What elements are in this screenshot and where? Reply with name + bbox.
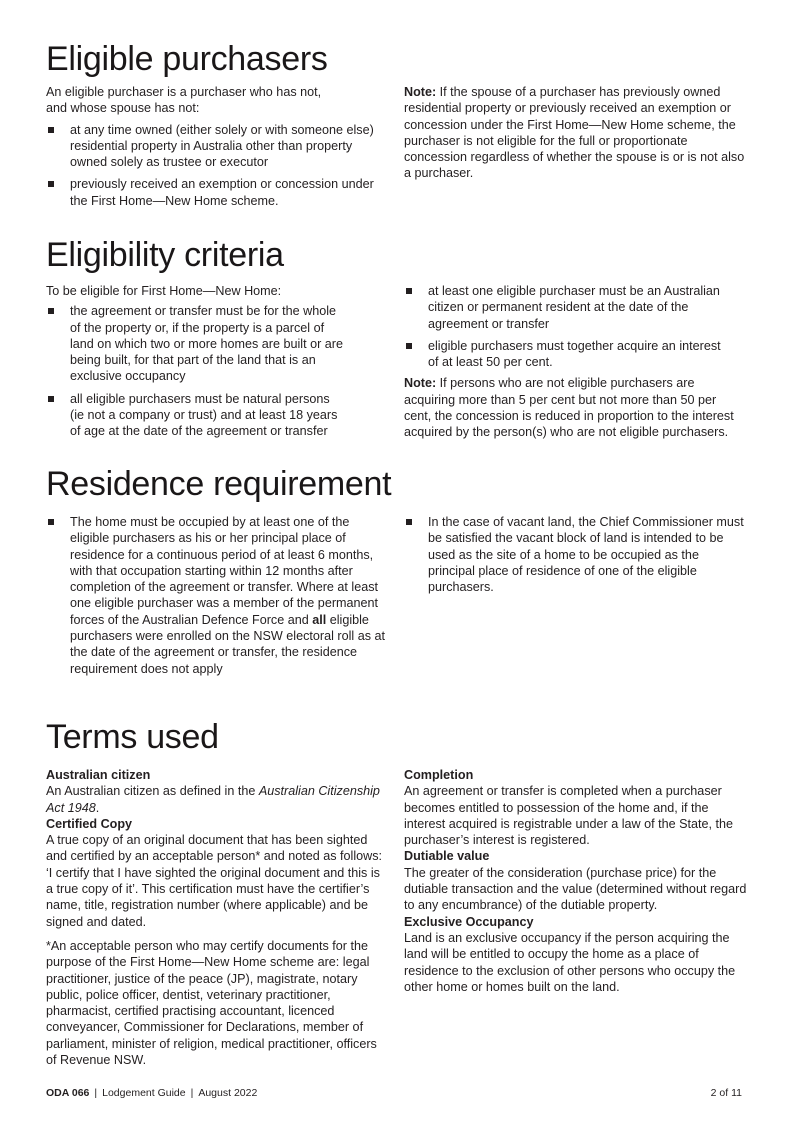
list-item: all eligible purchasers must be natural persons (ie not a company or trust) and at least 18 years of age at the date of the agreement or transfer xyxy=(46,391,346,440)
list-item: eligible purchasers must together acquire an interest of at least 50 per cent. xyxy=(404,338,744,371)
form-code: ODA 066 xyxy=(46,1087,90,1099)
list-item: at any time owned (either solely or with someone else) residential property in Australia other than property owned solely as trustee or executor xyxy=(46,122,386,171)
list-item: previously received an exemption or concession under the First Home—New Home scheme. xyxy=(46,176,386,209)
acceptable-person-footnote: *An acceptable person who may certify documents for the purpose of the First Home—New Home scheme are: legal practitioner, justice of the peace (JP), magistrate, notary public, police officer, dentist, veterinary practitioner, pharmacist, certified practising accountant, licenced conveyancer, Commissioner for Declarations, member of parliament, minister of religion, medical practitioner, officers of Revenue NSW. xyxy=(46,938,377,1068)
note-text: If the spouse of a purchaser has previously owned residential property or previously received an exemption or concession under the First Home—New Home scheme, the purchaser is not eligible for the full or proportionate concession regardless of whether the spouse is or is not also a purchaser. xyxy=(404,85,745,181)
guide-name: Lodgement Guide xyxy=(102,1087,186,1099)
terms-used-heading: Terms used xyxy=(46,718,219,756)
footer-separator: | xyxy=(190,1087,194,1099)
list-item: In the case of vacant land, the Chief Commissioner must be satisfied the vacant block of land is intended to be used as the site of a home to be occupied as the principal place of residence of one of the eligible purchasers. xyxy=(404,514,744,595)
eligibility-criteria-list-right xyxy=(404,283,744,370)
note-label: Note: xyxy=(404,376,437,391)
def-certified-copy: A true copy of an original document that has been sighted and certified by an acceptable person* and noted as follows: ‘I certify that I have sighted the original document and this is a true copy of it’. This certification must have the certifier’s name, title, registration number (where applicable) and be signed and dated. xyxy=(46,833,383,929)
residence-requirement-list-right xyxy=(404,514,744,595)
eligible-purchasers-intro-line2: and whose spouse has not: xyxy=(46,101,200,116)
eligibility-criteria-heading: Eligibility criteria xyxy=(46,236,284,274)
list-item: the agreement or transfer must be for the whole of the property or, if the property is a parcel of land on which two or more homes are built or are being built, for that part of the land that is an exclusive occupancy xyxy=(46,303,346,384)
def-dutiable-value: The greater of the consideration (purchase price) for the dutiable transaction and the value (determined without regard to any encumbrance) of the dutiable property. xyxy=(404,865,747,913)
term-dutiable-value: Dutiable value xyxy=(404,849,490,864)
residence-text-part1: The home must be occupied by at least one of the eligible purchasers as his or her principal place of residence for a continuous period of at least 6 months, with that occupation starting within 12 months after completion of the agreement or transfer. Where at least one eligible purchaser was a member of the permanent forces of the Australian Defence Force and xyxy=(70,515,379,627)
eligibility-criteria-right xyxy=(404,283,744,441)
eligibility-criteria-note xyxy=(404,375,744,440)
footer-left xyxy=(46,1087,257,1099)
term-completion: Completion xyxy=(404,768,474,782)
footer-date: August 2022 xyxy=(198,1087,258,1099)
page-number: 2 of 11 xyxy=(710,1087,742,1099)
residence-text-bold: all xyxy=(312,612,327,627)
residence-requirement-list-left xyxy=(46,514,388,677)
def-text: An Australian citizen as defined in the xyxy=(46,784,259,799)
note-text: If persons who are not eligible purchasers are acquiring more than 5 per cent but not more than 50 per cent, the concession is reduced in proportion to the interest acquired by the person(s) who are not eligible purchasers. xyxy=(404,376,734,440)
residence-requirement-right xyxy=(404,514,744,601)
list-item xyxy=(46,514,388,677)
act-name: Australian Citizenship Act 1948 xyxy=(46,784,380,815)
def-australian-citizen xyxy=(46,783,386,816)
def-exclusive-occupancy: Land is an exclusive occupancy if the person acquiring the land will be entitled to occupy the home as a place of residence to the exclusion of other persons who occupy the other home or homes built on the land. xyxy=(404,930,736,994)
term-australian-citizen: Australian citizen xyxy=(46,768,151,782)
note-label: Note: xyxy=(404,85,437,99)
eligible-purchasers-note xyxy=(404,84,750,182)
footer-separator: | xyxy=(94,1087,98,1099)
def-completion: An agreement or transfer is completed when a purchaser becomes entitled to possession of the home and, if the interest acquired is registrable under a law of the State, the purchaser’s interest is registered. xyxy=(404,784,734,848)
eligible-purchasers-heading: Eligible purchasers xyxy=(46,40,328,78)
eligibility-criteria-intro: To be eligible for First Home—New Home: xyxy=(46,284,282,298)
terms-used-right xyxy=(404,767,750,995)
def-suffix: . xyxy=(95,800,100,815)
eligible-purchasers-intro-line1: An eligible purchaser is a purchaser who has not, xyxy=(46,85,322,99)
terms-used-left xyxy=(46,767,386,1068)
eligible-purchasers-list xyxy=(46,122,386,209)
residence-requirement-left xyxy=(46,514,388,683)
term-exclusive-occupancy: Exclusive Occupancy xyxy=(404,914,534,929)
term-certified-copy: Certified Copy xyxy=(46,816,133,831)
eligibility-criteria-list-left xyxy=(46,303,346,439)
residence-requirement-heading: Residence requirement xyxy=(46,465,392,503)
eligible-purchasers-left xyxy=(46,84,386,215)
residence-text-part2: eligible purchasers were enrolled on the NSW electoral roll as at the date of the agreement or transfer, the residence requirement does not apply xyxy=(70,612,385,676)
list-item: at least one eligible purchaser must be an Australian citizen or permanent resident at the date of the agreement or transfer xyxy=(404,283,744,332)
eligibility-criteria-left xyxy=(46,283,346,446)
